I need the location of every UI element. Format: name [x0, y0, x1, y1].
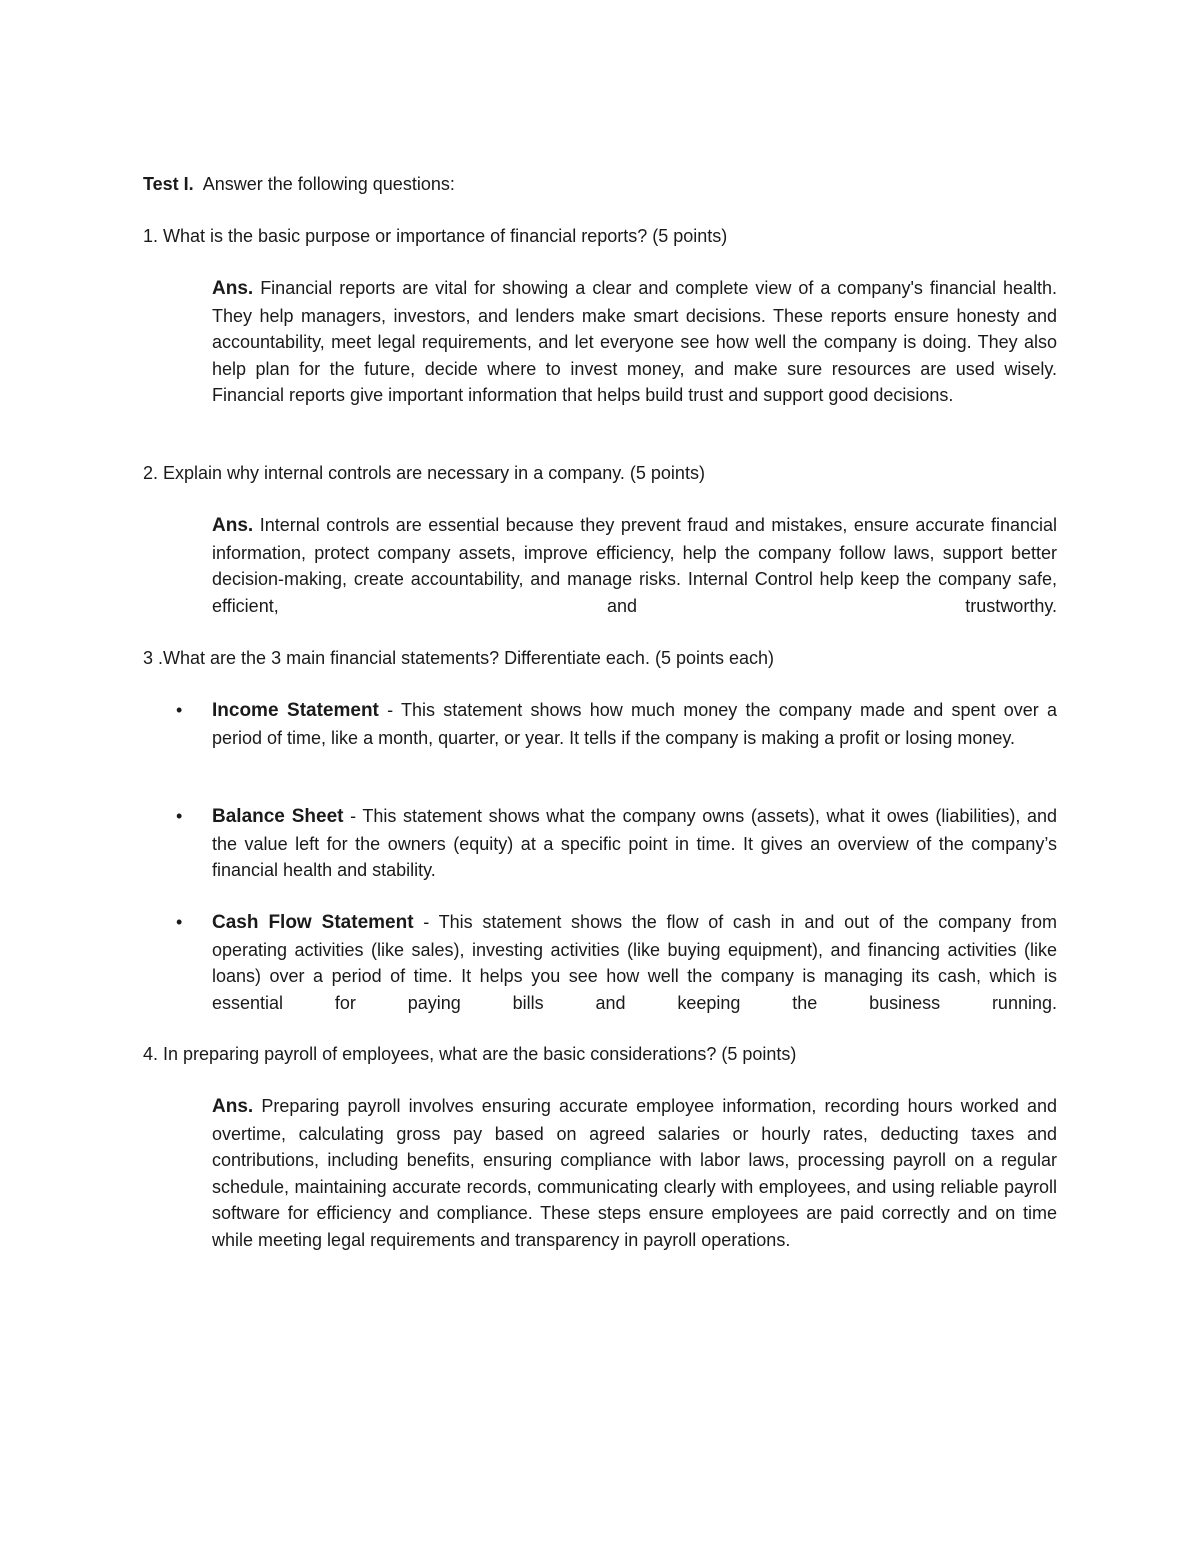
answer-2 [212, 512, 1057, 619]
bullet-icon: • [176, 912, 183, 932]
question-2: 2. Explain why internal controls are necessary in a company. (5 points) [143, 463, 705, 483]
question-1: 1. What is the basic purpose or importance of financial reports? (5 points) [143, 226, 728, 246]
answer-4-label: Ans. [212, 1096, 254, 1117]
list-item-income-statement [176, 697, 1057, 751]
bullet-term: Income Statement [212, 700, 379, 721]
answer-4 [212, 1093, 1057, 1254]
answer-4-text: Preparing payroll involves ensuring accurate employee information, recording hours worked and overtime, calculating gross pay based on agreed salaries or hourly rates, deducting taxes and contributions, including benefits, ensuring compliance with labor laws, processing payroll on a regular schedule, maintaining accurate records, communicating clearly with employees, and using reliable payroll software for efficiency and compliance. These steps ensure employees are paid correctly and on time while meeting legal requirements and transparency in payroll operations. [212, 1096, 1057, 1250]
bullet-term: Cash Flow Statement [212, 912, 414, 933]
answer-1-label: Ans. [212, 278, 254, 299]
test-header [143, 171, 455, 197]
question-4: 4. In preparing payroll of employees, what are the basic considerations? (5 points) [143, 1044, 797, 1064]
test-label: Test I. [143, 174, 194, 194]
bullet-description: - This statement shows what the company owns (assets), what it owes (liabilities), and the value left for the owners (equity) at a specific point in time. It gives an overview of the company’s financial health and stability. [212, 806, 1057, 881]
list-item-cash-flow-statement [176, 909, 1057, 1016]
bullet-term: Balance Sheet [212, 806, 344, 827]
test-instruction: Answer the following questions: [202, 174, 455, 194]
bullet-description: - This statement shows how much money the company made and spent over a period of time, like a month, quarter, or year. It tells if the company is making a profit or losing money. [212, 700, 1057, 748]
answer-2-text: Internal controls are essential because they prevent fraud and mistakes, ensure accurate financial information, protect company assets, improve efficiency, help the company follow laws, support better decision-making, create accountability, and manage risks. Internal Control help keep the company safe, efficient, and trustworthy. [212, 515, 1057, 616]
answer-2-label: Ans. [212, 515, 254, 536]
bullet-icon: • [176, 700, 183, 720]
answer-1 [212, 275, 1057, 409]
question-3: 3 .What are the 3 main financial statements? Differentiate each. (5 points each) [143, 648, 775, 668]
bullet-description: - This statement shows the flow of cash in and out of the company from operating activities (like sales), investing activities (like buying equipment), and financing activities (like loans) over a period of time. It helps you see how well the company is managing its cash, which is essential for paying bills and keeping the business running. [212, 912, 1057, 1013]
list-item-balance-sheet [176, 803, 1057, 884]
answer-1-text: Financial reports are vital for showing a clear and complete view of a company's financial health. They help managers, investors, and lenders make smart decisions. These reports ensure honesty and accountability, meet legal requirements, and let everyone see how well the company is doing. They also help plan for the future, decide where to invest money, and make sure resources are used wisely. Financial reports give important information that helps build trust and support good decisions. [212, 278, 1057, 406]
bullet-icon: • [176, 806, 183, 826]
